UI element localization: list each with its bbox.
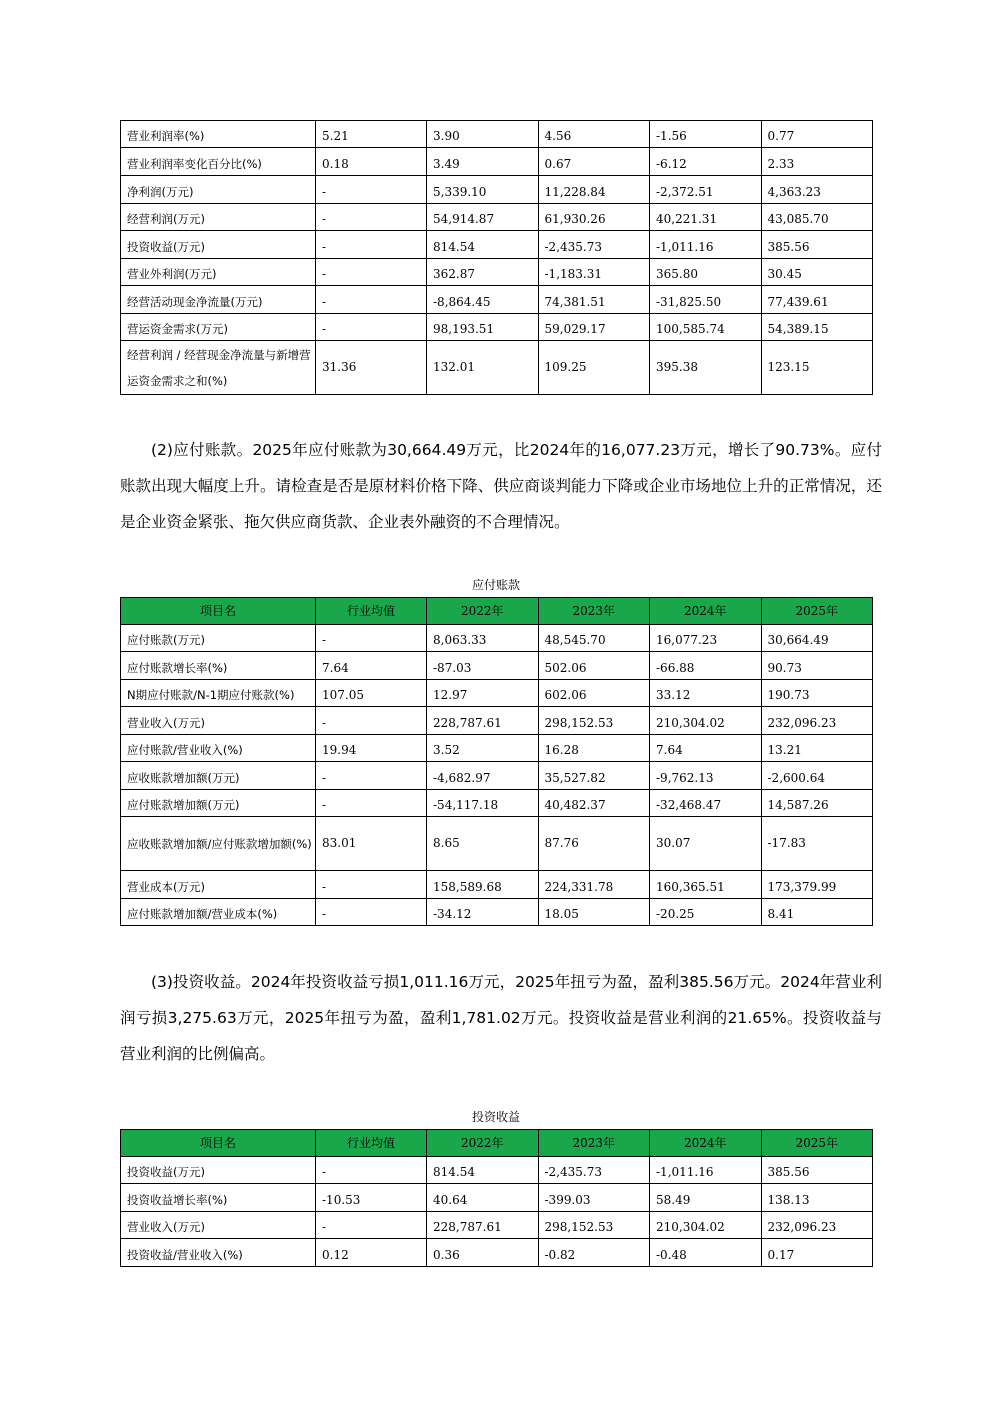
table-row bbox=[121, 176, 873, 204]
table-cell: 48,545.70 bbox=[538, 625, 650, 652]
table-cell: -1.56 bbox=[650, 121, 762, 148]
table-cell: 385.56 bbox=[761, 1157, 873, 1184]
table-cell: 0.17 bbox=[761, 1239, 873, 1267]
table-cell: 109.25 bbox=[538, 341, 650, 395]
table-cell: 98,193.51 bbox=[427, 314, 539, 341]
row-label: 应付账款增长率(%) bbox=[121, 652, 316, 680]
table-cell: 12.97 bbox=[427, 680, 539, 707]
table-cell: 3.52 bbox=[427, 735, 539, 762]
table-cell: 8.41 bbox=[761, 899, 873, 926]
table-cell: 0.77 bbox=[761, 121, 873, 148]
table-cell: -0.82 bbox=[538, 1239, 650, 1267]
table-cell: -1,011.16 bbox=[650, 1157, 762, 1184]
row-label: 应付账款/营业收入(%) bbox=[121, 735, 316, 762]
table-cell: 30,664.49 bbox=[761, 625, 873, 652]
table-cell: 298,152.53 bbox=[538, 707, 650, 735]
table-cell: 5,339.10 bbox=[427, 176, 539, 204]
table-cell: - bbox=[316, 176, 427, 204]
table-row bbox=[121, 707, 873, 735]
table-cell: - bbox=[316, 259, 427, 286]
table-cell: - bbox=[316, 204, 427, 231]
table-cell: 40,221.31 bbox=[650, 204, 762, 231]
table-cell: -2,600.64 bbox=[761, 762, 873, 790]
table-cell: -399.03 bbox=[538, 1184, 650, 1212]
column-header: 2023年 bbox=[538, 1130, 650, 1157]
paragraph-investment-text: (3)投资收益。2024年投资收益亏损1,011.16万元，2025年扭亏为盈，盈利385.56万元。2024年营业利润亏损3,275.63万元，2025年扭亏为盈，盈利1,781.02万元。投资收益是营业利润的21.65%。投资收益与营业利润的比例偏高。 bbox=[120, 973, 882, 1063]
table-cell: - bbox=[316, 231, 427, 259]
table-body bbox=[121, 121, 873, 395]
table-cell: 132.01 bbox=[427, 341, 539, 395]
table-cell: -54,117.18 bbox=[427, 790, 539, 817]
table-cell: 123.15 bbox=[761, 341, 873, 395]
row-label: 经营活动现金净流量(万元) bbox=[121, 286, 316, 314]
table-cell: 77,439.61 bbox=[761, 286, 873, 314]
row-label: 营业收入(万元) bbox=[121, 1212, 316, 1239]
table-cell: - bbox=[316, 871, 427, 899]
table-cell: -1,011.16 bbox=[650, 231, 762, 259]
table-cell: 224,331.78 bbox=[538, 871, 650, 899]
column-header: 2022年 bbox=[427, 1130, 539, 1157]
table-cell: 3.90 bbox=[427, 121, 539, 148]
row-label: 营业外利润(万元) bbox=[121, 259, 316, 286]
column-header: 2024年 bbox=[650, 1130, 762, 1157]
table-row bbox=[121, 817, 873, 871]
paragraph-payables-text: (2)应付账款。2025年应付账款为30,664.49万元，比2024年的16,077.23万元，增长了90.73%。应付账款出现大幅度上升。请检查是否是原材料价格下降、供应商谈判能力下降或企业市场地位上升的正常情况，还是企业资金紧张、拖欠供应商货款、企业表外融资的不合理情况。 bbox=[120, 441, 882, 531]
table-cell: -1,183.31 bbox=[538, 259, 650, 286]
table-cell: 59,029.17 bbox=[538, 314, 650, 341]
table-cell: 210,304.02 bbox=[650, 1212, 762, 1239]
column-header: 项目名 bbox=[121, 1130, 316, 1157]
table-caption-investment: 投资收益 bbox=[471, 1110, 520, 1124]
table-cell: 14,587.26 bbox=[761, 790, 873, 817]
table-row bbox=[121, 231, 873, 259]
table-cell: 0.18 bbox=[316, 148, 427, 176]
table-cell: 7.64 bbox=[650, 735, 762, 762]
table-cell: 228,787.61 bbox=[427, 1212, 539, 1239]
row-label: 应付账款(万元) bbox=[121, 625, 316, 652]
table-cell: -6.12 bbox=[650, 148, 762, 176]
row-label: 营运资金需求(万元) bbox=[121, 314, 316, 341]
table-row bbox=[121, 204, 873, 231]
paragraph-investment bbox=[120, 964, 882, 1072]
table-row bbox=[121, 625, 873, 652]
table-cell: -9,762.13 bbox=[650, 762, 762, 790]
table-cell: 40.64 bbox=[427, 1184, 539, 1212]
table-cell: 814.54 bbox=[427, 1157, 539, 1184]
table-cell: -87.03 bbox=[427, 652, 539, 680]
column-header: 2023年 bbox=[538, 598, 650, 625]
table-cell: 2.33 bbox=[761, 148, 873, 176]
table-cell: -66.88 bbox=[650, 652, 762, 680]
table-cell: 190.73 bbox=[761, 680, 873, 707]
table-header-row bbox=[121, 1130, 873, 1157]
table-cell: 58.49 bbox=[650, 1184, 762, 1212]
row-label: 投资收益(万元) bbox=[121, 231, 316, 259]
table-row bbox=[121, 871, 873, 899]
row-label: 投资收益/营业收入(%) bbox=[121, 1239, 316, 1267]
table-cell: 18.05 bbox=[538, 899, 650, 926]
table-cell: -2,435.73 bbox=[538, 231, 650, 259]
table-row bbox=[121, 762, 873, 790]
table-row bbox=[121, 1212, 873, 1239]
row-label: 营业利润率变化百分比(%) bbox=[121, 148, 316, 176]
table-cell: 43,085.70 bbox=[761, 204, 873, 231]
table-body bbox=[121, 625, 873, 926]
row-label: 营业利润率(%) bbox=[121, 121, 316, 148]
table-body bbox=[121, 1157, 873, 1267]
table-row bbox=[121, 790, 873, 817]
table-cell: 40,482.37 bbox=[538, 790, 650, 817]
table-row bbox=[121, 1239, 873, 1267]
table-cell: 3.49 bbox=[427, 148, 539, 176]
table-row bbox=[121, 652, 873, 680]
table-cell: - bbox=[316, 625, 427, 652]
table-cell: 8,063.33 bbox=[427, 625, 539, 652]
table-cell: 210,304.02 bbox=[650, 707, 762, 735]
table-cell: 362.87 bbox=[427, 259, 539, 286]
table-cell: 814.54 bbox=[427, 231, 539, 259]
table-cell: 138.13 bbox=[761, 1184, 873, 1212]
table-cell: 74,381.51 bbox=[538, 286, 650, 314]
table-cell: 83.01 bbox=[316, 817, 427, 871]
table-row bbox=[121, 1157, 873, 1184]
table-cell: 16,077.23 bbox=[650, 625, 762, 652]
table-cell: 4.56 bbox=[538, 121, 650, 148]
table-cell: 19.94 bbox=[316, 735, 427, 762]
row-label: 经营利润 / 经营现金净流量与新增营运资金需求之和(%) bbox=[121, 341, 316, 395]
column-header: 2025年 bbox=[761, 598, 873, 625]
table-row bbox=[121, 735, 873, 762]
table-cell: 602.06 bbox=[538, 680, 650, 707]
table-cell: - bbox=[316, 314, 427, 341]
row-label: 投资收益(万元) bbox=[121, 1157, 316, 1184]
table-cell: -8,864.45 bbox=[427, 286, 539, 314]
table-cell: -17.83 bbox=[761, 817, 873, 871]
table-cell: -34.12 bbox=[427, 899, 539, 926]
table-row bbox=[121, 259, 873, 286]
table-cell: 30.07 bbox=[650, 817, 762, 871]
column-header: 行业均值 bbox=[316, 1130, 427, 1157]
table-cell: 35,527.82 bbox=[538, 762, 650, 790]
row-label: 应收账款增加额/应付账款增加额(%) bbox=[121, 817, 316, 871]
table-cell: 90.73 bbox=[761, 652, 873, 680]
table-row bbox=[121, 899, 873, 926]
column-header: 行业均值 bbox=[316, 598, 427, 625]
table-cell: 5.21 bbox=[316, 121, 427, 148]
table-cell: 228,787.61 bbox=[427, 707, 539, 735]
table-cell: -10.53 bbox=[316, 1184, 427, 1212]
table-cell: 30.45 bbox=[761, 259, 873, 286]
table-cell: 13.21 bbox=[761, 735, 873, 762]
table-row bbox=[121, 341, 873, 395]
table-investment bbox=[120, 1129, 873, 1267]
table-row bbox=[121, 148, 873, 176]
table-cell: -32,468.47 bbox=[650, 790, 762, 817]
table-cell: -4,682.97 bbox=[427, 762, 539, 790]
row-label: 应收账款增加额(万元) bbox=[121, 762, 316, 790]
row-label: 应付账款增加额(万元) bbox=[121, 790, 316, 817]
row-label: 营业收入(万元) bbox=[121, 707, 316, 735]
table-cell: 158,589.68 bbox=[427, 871, 539, 899]
row-label: 投资收益增长率(%) bbox=[121, 1184, 316, 1212]
row-label: 应付账款增加额/营业成本(%) bbox=[121, 899, 316, 926]
table-caption-payables: 应付账款 bbox=[471, 578, 520, 592]
table-cell: 61,930.26 bbox=[538, 204, 650, 231]
column-header: 2025年 bbox=[761, 1130, 873, 1157]
table-cell: 33.12 bbox=[650, 680, 762, 707]
row-label: 经营利润(万元) bbox=[121, 204, 316, 231]
table-cell: 0.36 bbox=[427, 1239, 539, 1267]
table-cell: 232,096.23 bbox=[761, 707, 873, 735]
table-cell: - bbox=[316, 707, 427, 735]
row-label: 净利润(万元) bbox=[121, 176, 316, 204]
table-cell: -2,435.73 bbox=[538, 1157, 650, 1184]
table-cell: -20.25 bbox=[650, 899, 762, 926]
table-cell: -31,825.50 bbox=[650, 286, 762, 314]
table-cell: 385.56 bbox=[761, 231, 873, 259]
column-header: 2022年 bbox=[427, 598, 539, 625]
table-cell: 107.05 bbox=[316, 680, 427, 707]
table-cell: - bbox=[316, 762, 427, 790]
table-cell: 502.06 bbox=[538, 652, 650, 680]
table-cell: - bbox=[316, 790, 427, 817]
table-row bbox=[121, 1184, 873, 1212]
table-cell: 298,152.53 bbox=[538, 1212, 650, 1239]
table-cell: 11,228.84 bbox=[538, 176, 650, 204]
table-cell: - bbox=[316, 1212, 427, 1239]
table-cell: 173,379.99 bbox=[761, 871, 873, 899]
table-cell: 16.28 bbox=[538, 735, 650, 762]
table-cell: 4,363.23 bbox=[761, 176, 873, 204]
table-row bbox=[121, 121, 873, 148]
table-cell: 160,365.51 bbox=[650, 871, 762, 899]
table-row bbox=[121, 680, 873, 707]
table-cell: 0.67 bbox=[538, 148, 650, 176]
table-profit-continued bbox=[120, 120, 873, 395]
row-label: 营业成本(万元) bbox=[121, 871, 316, 899]
table-row bbox=[121, 286, 873, 314]
table-cell: - bbox=[316, 286, 427, 314]
table-cell: 8.65 bbox=[427, 817, 539, 871]
row-label: N期应付账款/N-1期应付账款(%) bbox=[121, 680, 316, 707]
paragraph-payables bbox=[120, 432, 882, 540]
table-cell: 395.38 bbox=[650, 341, 762, 395]
column-header: 项目名 bbox=[121, 598, 316, 625]
table-cell: - bbox=[316, 1157, 427, 1184]
table-cell: 87.76 bbox=[538, 817, 650, 871]
table-cell: 232,096.23 bbox=[761, 1212, 873, 1239]
table-header-row bbox=[121, 598, 873, 625]
column-header: 2024年 bbox=[650, 598, 762, 625]
table-cell: 54,389.15 bbox=[761, 314, 873, 341]
table-cell: -2,372.51 bbox=[650, 176, 762, 204]
table-cell: -0.48 bbox=[650, 1239, 762, 1267]
table-cell: 7.64 bbox=[316, 652, 427, 680]
table-cell: 0.12 bbox=[316, 1239, 427, 1267]
table-row bbox=[121, 314, 873, 341]
table-cell: 54,914.87 bbox=[427, 204, 539, 231]
table-cell: - bbox=[316, 899, 427, 926]
table-payables bbox=[120, 597, 873, 926]
table-cell: 100,585.74 bbox=[650, 314, 762, 341]
table-cell: 31.36 bbox=[316, 341, 427, 395]
table-cell: 365.80 bbox=[650, 259, 762, 286]
